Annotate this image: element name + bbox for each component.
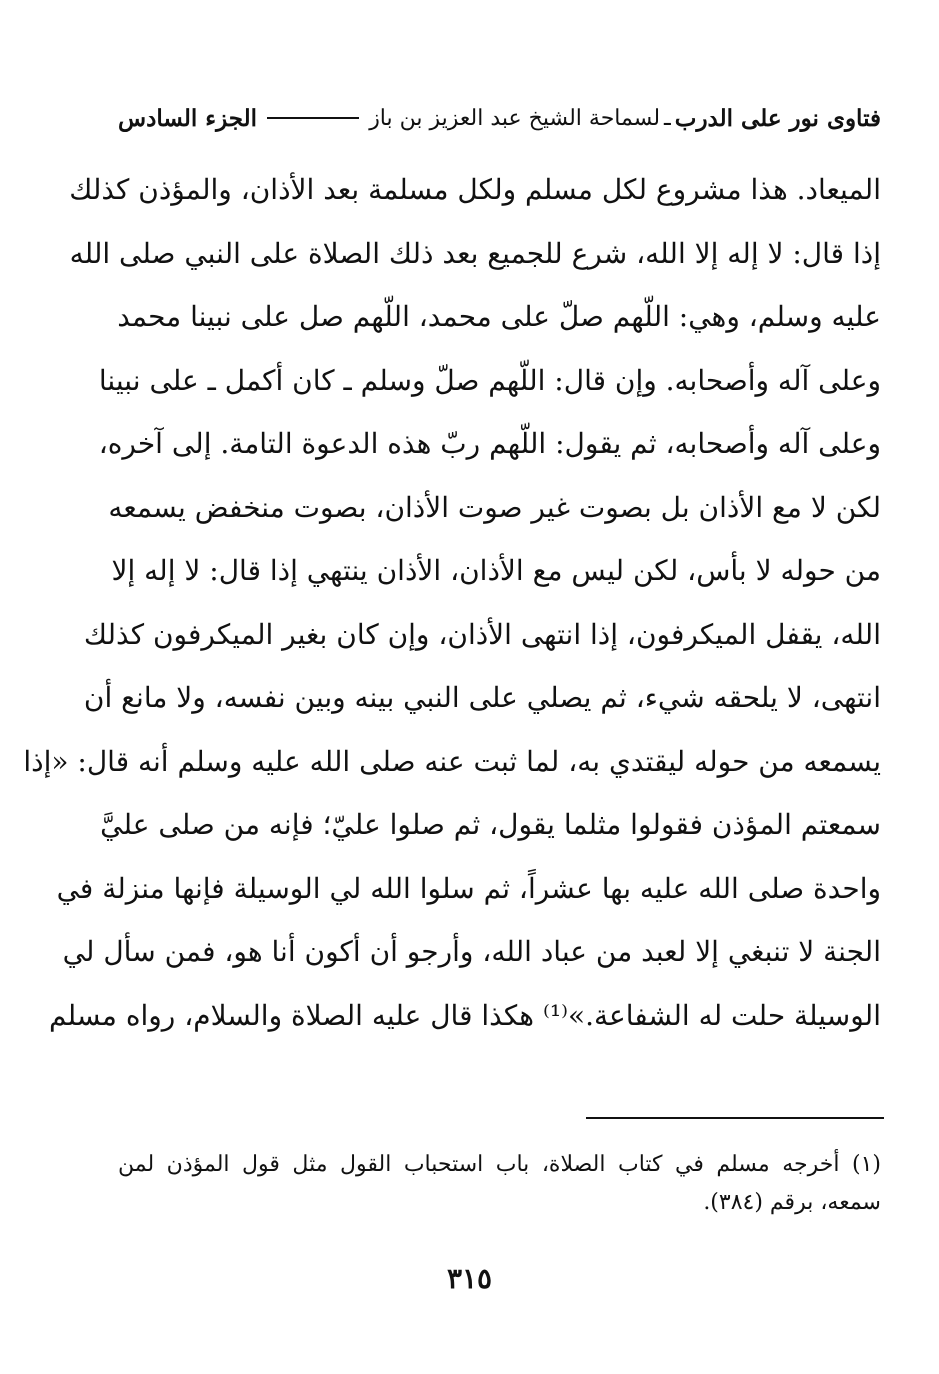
text-line: انتهى، لا يلحقه شيء، ثم يصلي على النبي بينه وبين نفسه، ولا مانع أن	[83, 681, 881, 714]
text-line: يسمعه من حوله ليقتدي به، لما ثبت عنه صلى الله عليه وسلم أنه قال: «إذا	[23, 744, 881, 778]
header-volume: الجزء السادس	[118, 104, 257, 132]
text-line: الجنة لا تنبغي إلا لعبد من عباد الله، وأرجو أن أكون أنا هو، فمن سأل لي	[62, 935, 881, 968]
text-line: الله، يقفل الميكرفون، إذا انتهى الأذان، وإن كان بغير الميكرفون كذلك	[83, 617, 881, 651]
text-line: سمعتم المؤذن فقولوا مثلما يقول، ثم صلوا عليّ؛ فإنه من صلى عليَّ	[100, 808, 881, 841]
header-dash: ـ	[664, 105, 671, 131]
footnote-line: سمعه، برقم (٣٨٤).	[703, 1190, 881, 1215]
header-book-title: فتاوى نور على الدرب	[674, 104, 881, 132]
text-line: إذا قال: لا إله إلا الله، شرع للجميع بعد ذلك الصلاة على النبي صلى الله	[69, 236, 881, 270]
text-line: وعلى آله وأصحابه، ثم يقول: اللّهم ربّ هذه الدعوة التامة. إلى آخره،	[98, 427, 881, 460]
main-text	[23, 158, 881, 1047]
text-line: واحدة صلى الله عليه بها عشراً، ثم سلوا الله لي الوسيلة فإنها منزلة في	[56, 871, 881, 905]
text-line: لكن لا مع الأذان بل بصوت غير صوت الأذان، بصوت منخفض يسمعه	[108, 490, 881, 524]
text-line: عليه وسلم، وهي: اللّهم صلّ على محمد، اللّهم صل على نبينا محمد	[117, 300, 881, 333]
text-line: الميعاد. هذا مشروع لكل مسلم ولكل مسلمة بعد الأذان، والمؤذن كذلك	[69, 173, 881, 206]
footnote-separator	[586, 1117, 884, 1119]
page-number: ٣١٥	[446, 1262, 493, 1295]
header-rule	[267, 117, 359, 119]
text-line: من حوله لا بأس، لكن ليس مع الأذان، الأذان ينتهي إذا قال: لا إله إلا	[111, 554, 881, 587]
running-header	[118, 98, 881, 138]
footnote-line: (١) أخرجه مسلم في كتاب الصلاة، باب استحباب القول مثل قول المؤذن لمن	[118, 1152, 881, 1177]
text-line: وعلى آله وأصحابه. وإن قال: اللّهم صلّ وسلم ـ كان أكمل ـ على نبينا	[98, 363, 881, 397]
header-author: لسماحة الشيخ عبد العزيز بن باز	[369, 105, 661, 131]
footnote	[118, 1146, 881, 1222]
text-line: الوسيلة حلت له الشفاعة.»⁽¹⁾ هكذا قال عليه الصلاة والسلام، رواه مسلم	[49, 998, 881, 1032]
